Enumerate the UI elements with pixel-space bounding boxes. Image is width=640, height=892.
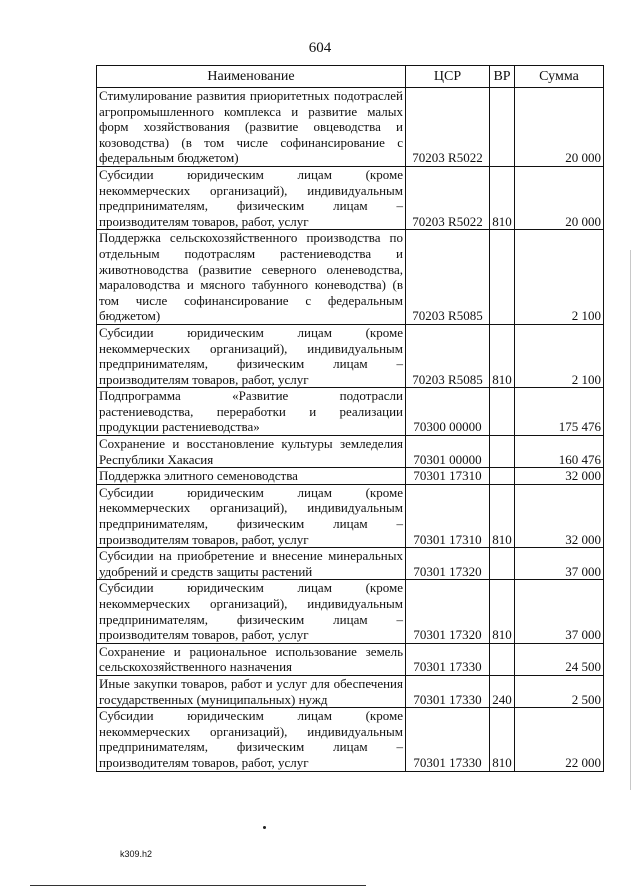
row-vr-cell <box>490 388 515 436</box>
row-name-cell: Сохранение и восстановление культуры земледелия Республики Хакасия <box>97 436 406 468</box>
row-sum-cell: 160 476 <box>515 436 604 468</box>
table-row <box>97 388 604 436</box>
table-row <box>97 324 604 387</box>
row-sum-cell: 32 000 <box>515 484 604 547</box>
row-csr-cell: 70300 00000 <box>406 388 490 436</box>
table-row <box>97 436 604 468</box>
row-sum-cell: 22 000 <box>515 708 604 771</box>
row-name-cell: Субсидии юридическим лицам (кроме некоммерческих организаций), индивидуальным предпринимателям, физическим лицам – производителям товаров, работ, услуг <box>97 166 406 229</box>
scan-margin-line <box>630 250 631 790</box>
row-csr-cell: 70301 17320 <box>406 580 490 643</box>
row-sum-cell: 24 500 <box>515 643 604 675</box>
row-vr-cell <box>490 548 515 580</box>
row-vr-cell: 810 <box>490 324 515 387</box>
table-row <box>97 88 604 167</box>
row-csr-cell: 70203 R5085 <box>406 324 490 387</box>
row-name-cell: Иные закупки товаров, работ и услуг для обеспечения государственных (муниципальных) нужд <box>97 675 406 707</box>
row-csr-cell: 70203 R5022 <box>406 88 490 167</box>
row-name-cell: Стимулирование развития приоритетных подотраслей агропромышленного комплекса и развитие малых форм хозяйствования (развитие овцеводства и козоводства) (в том числе софинансирование с федеральным бюджетом) <box>97 88 406 167</box>
scan-artifact-dot <box>263 826 266 829</box>
row-csr-cell: 70301 00000 <box>406 436 490 468</box>
table-row <box>97 675 604 707</box>
column-header-name: Наименование <box>97 66 406 88</box>
row-csr-cell: 70203 R5022 <box>406 166 490 229</box>
row-vr-cell <box>490 468 515 485</box>
row-sum-cell: 2 100 <box>515 324 604 387</box>
column-header-csr: ЦСР <box>406 66 490 88</box>
row-name-cell: Субсидии на приобретение и внесение минеральных удобрений и средств защиты растений <box>97 548 406 580</box>
footer-code: k309.h2 <box>120 849 153 859</box>
row-vr-cell <box>490 643 515 675</box>
row-csr-cell: 70301 17330 <box>406 643 490 675</box>
table-row <box>97 468 604 485</box>
table-row <box>97 548 604 580</box>
table-row <box>97 484 604 547</box>
table-row <box>97 643 604 675</box>
budget-table <box>96 65 604 772</box>
row-name-cell: Сохранение и рациональное использование земель сельскохозяйственного назначения <box>97 643 406 675</box>
row-name-cell: Подпрограмма «Развитие подотрасли растениеводства, переработки и реализации продукции растениеводства» <box>97 388 406 436</box>
row-vr-cell <box>490 230 515 325</box>
row-csr-cell: 70301 17310 <box>406 484 490 547</box>
row-csr-cell: 70301 17330 <box>406 675 490 707</box>
row-sum-cell: 32 000 <box>515 468 604 485</box>
row-vr-cell <box>490 436 515 468</box>
row-csr-cell: 70301 17310 <box>406 468 490 485</box>
row-sum-cell: 20 000 <box>515 166 604 229</box>
table-header-row <box>97 66 604 88</box>
footer-rule <box>30 885 366 886</box>
row-csr-cell: 70301 17320 <box>406 548 490 580</box>
page-number: 604 <box>308 40 332 56</box>
row-name-cell: Поддержка элитного семеноводства <box>97 468 406 485</box>
row-vr-cell: 810 <box>490 484 515 547</box>
row-name-cell: Субсидии юридическим лицам (кроме некоммерческих организаций), индивидуальным предпринимателям, физическим лицам – производителям товаров, работ, услуг <box>97 484 406 547</box>
row-sum-cell: 37 000 <box>515 580 604 643</box>
row-vr-cell <box>490 88 515 167</box>
column-header-vr: ВР <box>490 66 515 88</box>
table-row <box>97 166 604 229</box>
row-name-cell: Субсидии юридическим лицам (кроме некоммерческих организаций), индивидуальным предпринимателям, физическим лицам – производителям товаров, работ, услуг <box>97 324 406 387</box>
row-name-cell: Поддержка сельскохозяйственного производства по отдельным подотраслям растениеводства и животноводства (развитие северного оленеводства, мараловодства и мясного табунного коневодства) (в том числе софинансирование с федеральным бюджетом) <box>97 230 406 325</box>
row-sum-cell: 2 500 <box>515 675 604 707</box>
row-vr-cell: 810 <box>490 580 515 643</box>
row-vr-cell: 240 <box>490 675 515 707</box>
row-name-cell: Субсидии юридическим лицам (кроме некоммерческих организаций), индивидуальным предпринимателям, физическим лицам – производителям товаров, работ, услуг <box>97 708 406 771</box>
row-vr-cell: 810 <box>490 708 515 771</box>
row-vr-cell: 810 <box>490 166 515 229</box>
table-row <box>97 708 604 771</box>
table-row <box>97 580 604 643</box>
table-row <box>97 230 604 325</box>
row-sum-cell: 2 100 <box>515 230 604 325</box>
row-sum-cell: 37 000 <box>515 548 604 580</box>
row-csr-cell: 70203 R5085 <box>406 230 490 325</box>
row-name-cell: Субсидии юридическим лицам (кроме некоммерческих организаций), индивидуальным предпринимателям, физическим лицам – производителям товаров, работ, услуг <box>97 580 406 643</box>
column-header-sum: Сумма <box>515 66 604 88</box>
row-sum-cell: 175 476 <box>515 388 604 436</box>
row-csr-cell: 70301 17330 <box>406 708 490 771</box>
row-sum-cell: 20 000 <box>515 88 604 167</box>
